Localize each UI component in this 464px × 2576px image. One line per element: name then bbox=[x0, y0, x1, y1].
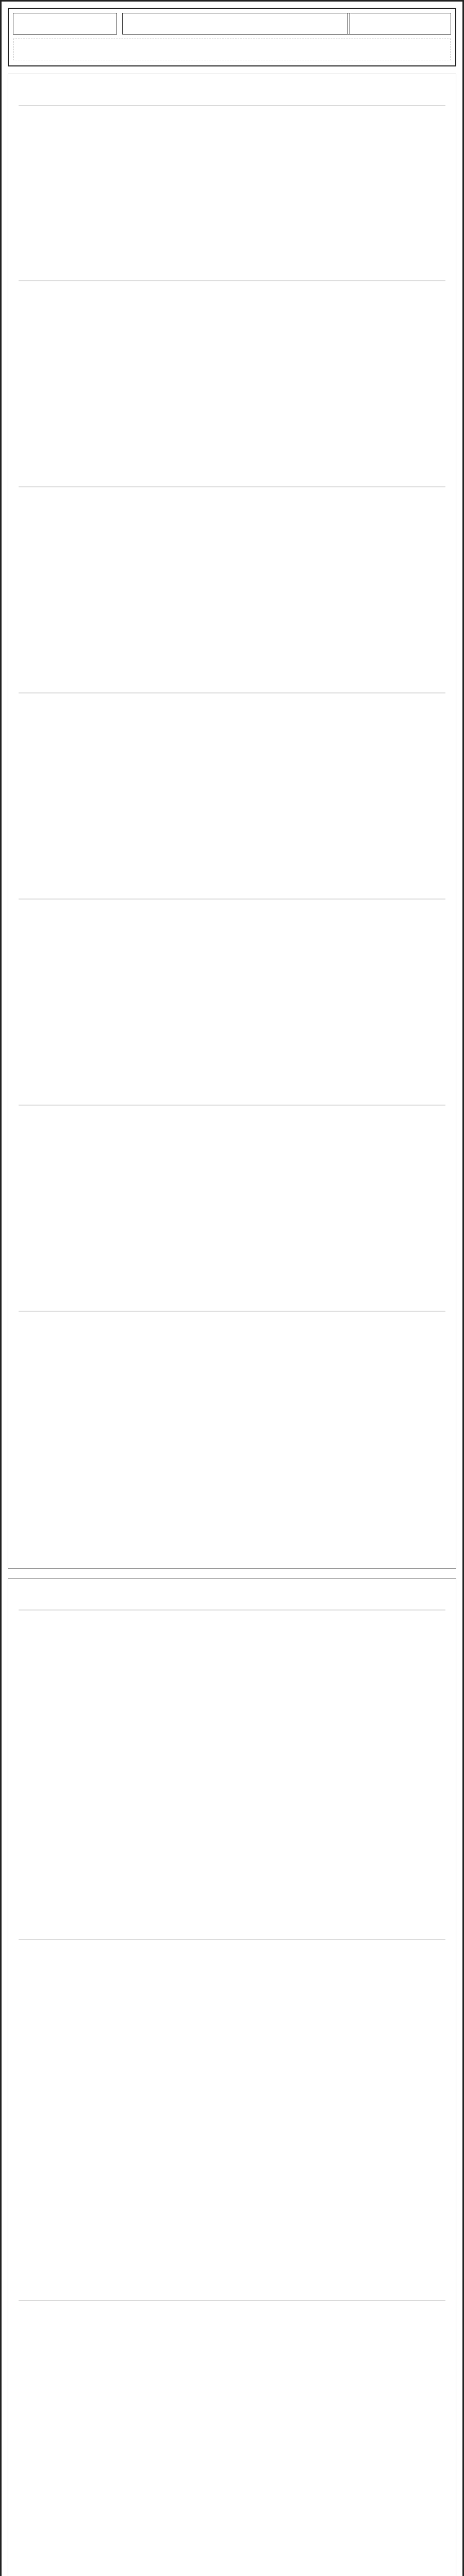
divider bbox=[19, 1311, 445, 1312]
objective-section bbox=[8, 74, 456, 1569]
time-and-marks-row bbox=[13, 39, 451, 60]
divider bbox=[19, 486, 445, 487]
paper-label bbox=[13, 13, 117, 35]
subjective-section bbox=[8, 1578, 456, 2576]
paper-header bbox=[8, 8, 456, 66]
divider bbox=[19, 1609, 445, 1611]
divider bbox=[19, 2300, 445, 2301]
divider bbox=[19, 1939, 445, 1940]
board-title bbox=[122, 13, 350, 35]
divider bbox=[19, 1105, 445, 1106]
divider bbox=[19, 692, 445, 693]
divider bbox=[19, 105, 445, 106]
divider bbox=[19, 899, 445, 900]
subject-label bbox=[347, 13, 451, 35]
divider bbox=[19, 280, 445, 281]
